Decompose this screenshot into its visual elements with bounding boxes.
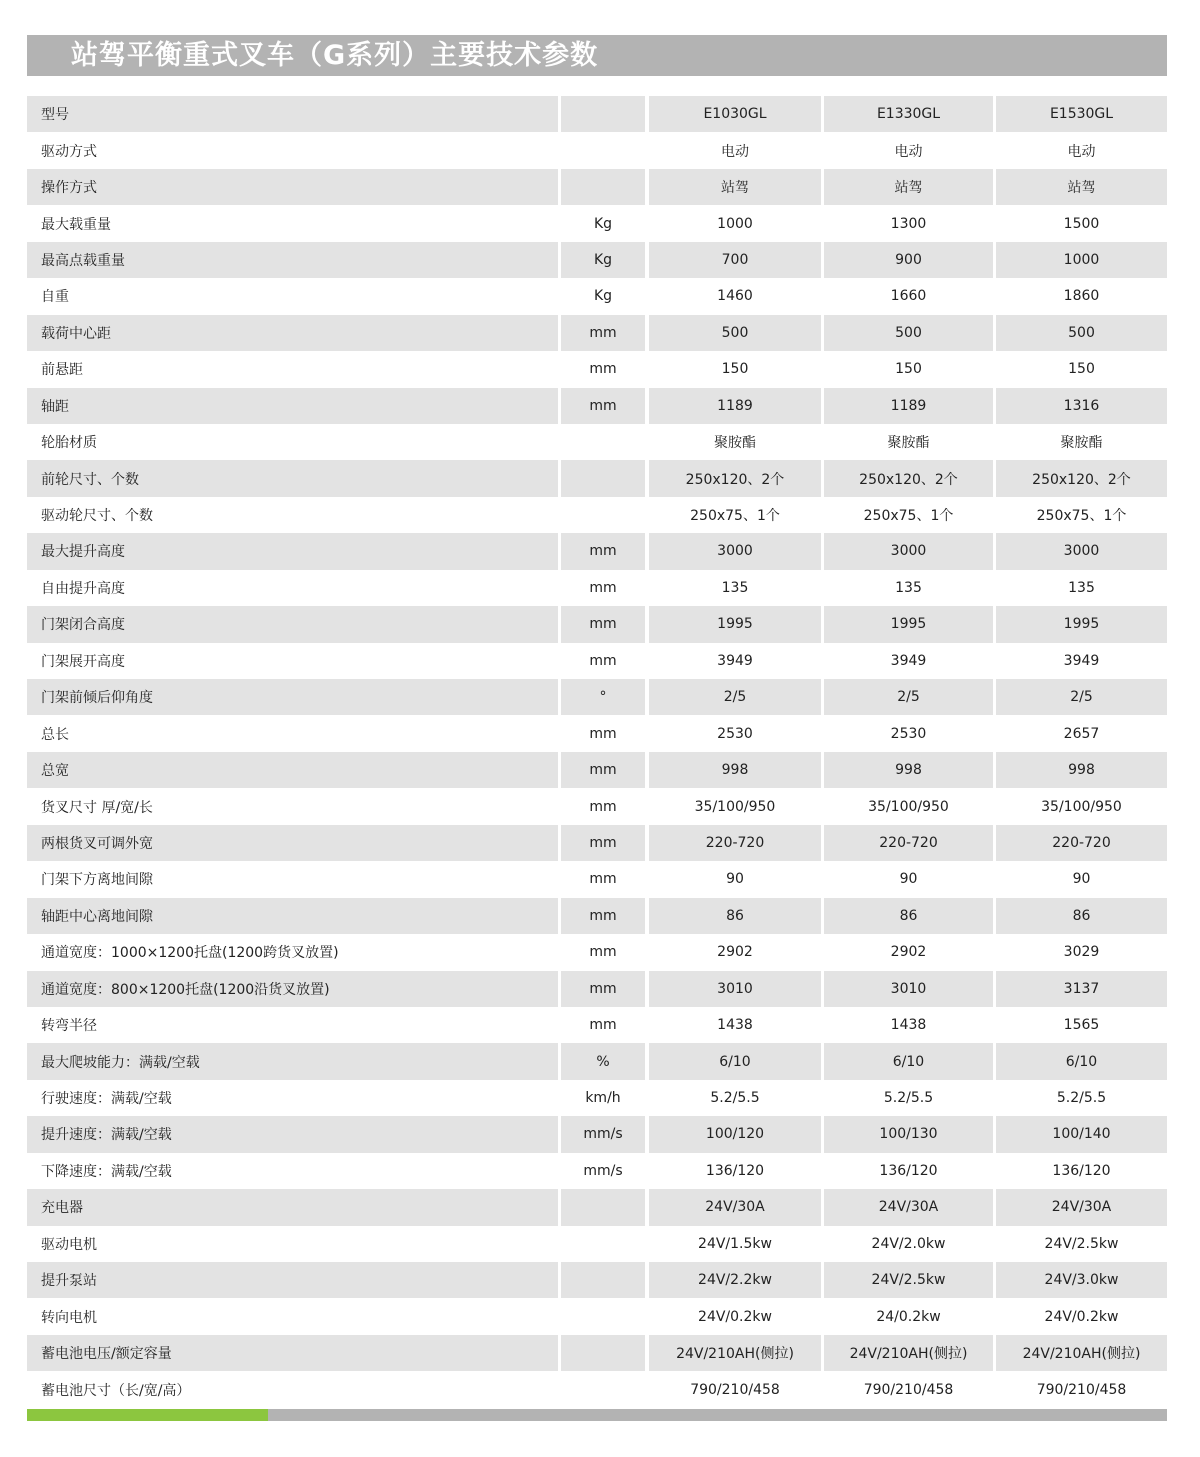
spec-value: 998	[824, 752, 993, 788]
spec-unit: mm	[561, 898, 645, 934]
spec-value: 1565	[1063, 1017, 1100, 1034]
spec-value: 24V/3.0kw	[996, 1262, 1167, 1298]
spec-unit: mm	[589, 871, 617, 888]
spec-value: 3000	[649, 533, 821, 569]
spec-value: 24V/30A	[996, 1189, 1167, 1225]
spec-unit	[561, 460, 645, 496]
table-row	[27, 1262, 1167, 1298]
spec-value: 100/130	[824, 1116, 993, 1152]
spec-value: 1000	[996, 242, 1167, 278]
spec-unit: mm	[589, 944, 617, 961]
spec-value: 250x120、2个	[996, 460, 1167, 496]
spec-value: 250x120、2个	[649, 460, 821, 496]
spec-value: 90	[726, 871, 744, 888]
spec-value: 250x120、2个	[824, 460, 993, 496]
spec-value: 1995	[996, 606, 1167, 642]
spec-unit: mm	[561, 606, 645, 642]
spec-unit	[561, 497, 645, 533]
spec-value: 135	[895, 579, 922, 596]
table-row	[27, 606, 1167, 642]
spec-unit	[561, 96, 645, 132]
spec-unit: %	[561, 1043, 645, 1079]
spec-value: 250x75、1个	[1036, 508, 1127, 525]
spec-value: 1000	[717, 215, 753, 232]
spec-value: 2902	[717, 944, 753, 961]
spec-unit: Kg	[593, 288, 613, 305]
spec-value: 150	[721, 361, 749, 378]
spec-unit: mm	[589, 725, 617, 742]
spec-value: 3949	[717, 652, 753, 669]
spec-unit	[561, 132, 645, 168]
spec-value: 电动	[721, 143, 749, 160]
spec-value: 3029	[1063, 944, 1100, 961]
table-row	[27, 1335, 1167, 1371]
table-row	[27, 643, 1167, 679]
table-row	[27, 96, 1167, 132]
spec-value: 135	[1068, 579, 1095, 596]
table-row	[27, 861, 1167, 897]
spec-value: 500	[996, 315, 1167, 351]
spec-label: 最大载重量	[41, 216, 111, 233]
spec-value: 3000	[824, 533, 993, 569]
bottom-bar	[27, 1409, 1167, 1421]
spec-value: 136/120	[705, 1162, 765, 1179]
spec-label: 前悬距	[41, 362, 83, 379]
spec-label: 蓄电池尺寸（长/宽/高）	[41, 1382, 191, 1399]
spec-value: 1995	[649, 606, 821, 642]
spec-value: 2657	[1063, 725, 1100, 742]
spec-value: 24V/2.0kw	[871, 1235, 946, 1252]
spec-unit: mm	[561, 315, 645, 351]
spec-value: 136/120	[1052, 1162, 1111, 1179]
table-row	[27, 1043, 1167, 1079]
spec-value: 电动	[1067, 143, 1096, 160]
spec-value: 790/210/458	[690, 1381, 780, 1398]
spec-label: 门架前倾后仰角度	[27, 679, 558, 715]
spec-value: 998	[649, 752, 821, 788]
table-row	[27, 752, 1167, 788]
spec-value: 150	[895, 361, 922, 378]
page-title: 站驾平衡重式叉车（G系列）主要技术参数	[71, 40, 599, 71]
spec-value: 700	[649, 242, 821, 278]
table-row	[27, 1153, 1167, 1189]
spec-label: 型号	[27, 96, 558, 132]
spec-value: 2902	[890, 944, 927, 961]
spec-value: 聚胺酯	[887, 435, 930, 452]
spec-unit: mm	[589, 361, 617, 378]
spec-value: 1438	[717, 1017, 753, 1034]
spec-unit	[561, 424, 645, 460]
spec-unit: Kg	[593, 215, 613, 232]
table-row	[27, 388, 1167, 424]
bottom-accent-bar	[27, 1409, 268, 1421]
table-row	[27, 169, 1167, 205]
spec-value: 3949	[1063, 652, 1100, 669]
spec-value: 3000	[996, 533, 1167, 569]
spec-value: 1438	[890, 1017, 927, 1034]
spec-unit: km/h	[585, 1090, 621, 1107]
spec-label: 最高点载重量	[27, 242, 558, 278]
spec-label: 总宽	[27, 752, 558, 788]
spec-value: E1330GL	[824, 96, 993, 132]
spec-value: 24V/2.5kw	[1044, 1235, 1119, 1252]
spec-value: 998	[996, 752, 1167, 788]
spec-unit: mm	[589, 652, 617, 669]
spec-label: 驱动方式	[41, 143, 97, 160]
spec-value: 1316	[996, 388, 1167, 424]
spec-value: 24V/30A	[649, 1189, 821, 1225]
spec-value: 790/210/458	[863, 1381, 954, 1398]
spec-value: 24V/210AH(侧拉)	[824, 1335, 993, 1371]
spec-unit: mm	[561, 825, 645, 861]
spec-value: 2/5	[824, 679, 993, 715]
spec-label: 前轮尺寸、个数	[27, 460, 558, 496]
table-row	[27, 497, 1167, 533]
spec-value: 24V/0.2kw	[698, 1308, 772, 1325]
spec-unit: mm	[589, 798, 617, 815]
spec-value: E1030GL	[649, 96, 821, 132]
spec-value: 250x75、1个	[690, 508, 780, 525]
spec-label: 充电器	[27, 1189, 558, 1225]
spec-value: 1189	[824, 388, 993, 424]
spec-unit: mm	[561, 752, 645, 788]
spec-value: 2/5	[649, 679, 821, 715]
table-row	[27, 1371, 1167, 1407]
spec-label: 总长	[41, 726, 69, 743]
spec-unit: mm	[589, 579, 617, 596]
spec-label: 驱动电机	[41, 1236, 97, 1253]
spec-value: 24V/30A	[824, 1189, 993, 1225]
spec-value: 5.2/5.5	[883, 1090, 934, 1107]
table-row	[27, 570, 1167, 606]
spec-value: 1300	[890, 215, 927, 232]
spec-unit: Kg	[561, 242, 645, 278]
spec-value: 24V/1.5kw	[698, 1235, 772, 1252]
table-row	[27, 679, 1167, 715]
spec-value: 86	[824, 898, 993, 934]
spec-label: 操作方式	[27, 169, 558, 205]
spec-value: 6/10	[996, 1043, 1167, 1079]
spec-unit: mm	[561, 388, 645, 424]
spec-label: 蓄电池电压/额定容量	[27, 1335, 558, 1371]
spec-value: 站驾	[996, 169, 1167, 205]
spec-unit	[561, 169, 645, 205]
spec-value: 1995	[824, 606, 993, 642]
spec-value: 220-720	[996, 825, 1167, 861]
spec-label: 门架闭合高度	[27, 606, 558, 642]
spec-value: 5.2/5.5	[710, 1090, 760, 1107]
table-row	[27, 242, 1167, 278]
spec-value: 2530	[717, 725, 753, 742]
spec-value: 100/140	[996, 1116, 1167, 1152]
spec-value: 90	[1072, 871, 1091, 888]
spec-value: 5.2/5.5	[1056, 1090, 1107, 1107]
spec-value: 35/100/950	[868, 798, 949, 815]
spec-value: 3949	[890, 652, 927, 669]
spec-label: 门架下方离地间隙	[41, 872, 153, 889]
spec-value: 1460	[717, 288, 753, 305]
spec-value: 100/120	[649, 1116, 821, 1152]
spec-value: 站驾	[824, 169, 993, 205]
spec-unit: mm/s	[583, 1162, 623, 1179]
spec-value: 24V/2.2kw	[649, 1262, 821, 1298]
spec-value: 900	[824, 242, 993, 278]
spec-unit: mm	[561, 971, 645, 1007]
table-row	[27, 132, 1167, 168]
spec-unit: mm/s	[561, 1116, 645, 1152]
spec-value: 220-720	[649, 825, 821, 861]
spec-value: E1530GL	[996, 96, 1167, 132]
spec-unit: mm	[589, 1017, 617, 1034]
title-bar	[27, 35, 1167, 76]
spec-value: 1500	[1063, 215, 1100, 232]
table-row	[27, 424, 1167, 460]
spec-value: 86	[649, 898, 821, 934]
table-row	[27, 1189, 1167, 1225]
spec-value: 150	[1068, 361, 1095, 378]
spec-value: 790/210/458	[1036, 1381, 1127, 1398]
table-row	[27, 533, 1167, 569]
table-row	[27, 1080, 1167, 1116]
spec-unit	[561, 1335, 645, 1371]
spec-label: 通道宽度：1000×1200托盘(1200跨货叉放置)	[41, 945, 339, 962]
spec-value: 35/100/950	[1041, 798, 1122, 815]
spec-value: 2/5	[996, 679, 1167, 715]
spec-unit: mm	[561, 533, 645, 569]
table-row	[27, 315, 1167, 351]
spec-value: 500	[649, 315, 821, 351]
spec-value: 3010	[824, 971, 993, 1007]
spec-label: 自重	[41, 289, 69, 306]
spec-value: 2530	[890, 725, 927, 742]
spec-value: 24V/2.5kw	[824, 1262, 993, 1298]
table-row	[27, 205, 1167, 241]
table-row	[27, 460, 1167, 496]
spec-unit	[561, 1371, 645, 1407]
table-row	[27, 971, 1167, 1007]
spec-value: 1860	[1063, 288, 1100, 305]
spec-value: 1189	[649, 388, 821, 424]
spec-value: 3010	[649, 971, 821, 1007]
table-row	[27, 278, 1167, 314]
spec-value: 90	[899, 871, 918, 888]
spec-value: 聚胺酯	[714, 435, 756, 452]
spec-label: 自由提升高度	[41, 580, 125, 597]
spec-label: 货叉尺寸 厚/宽/长	[41, 799, 153, 816]
spec-value: 500	[824, 315, 993, 351]
spec-label: 提升泵站	[27, 1262, 558, 1298]
spec-label: 轴距	[27, 388, 558, 424]
table-row	[27, 825, 1167, 861]
spec-label: 提升速度：满载/空载	[27, 1116, 558, 1152]
spec-unit	[561, 1298, 645, 1334]
table-row	[27, 715, 1167, 751]
table-row	[27, 788, 1167, 824]
spec-value: 1660	[890, 288, 927, 305]
table-row	[27, 351, 1167, 387]
spec-value: 136/120	[879, 1162, 938, 1179]
spec-label: 通道宽度：800×1200托盘(1200沿货叉放置)	[27, 971, 558, 1007]
table-row	[27, 1298, 1167, 1334]
spec-value: 135	[721, 579, 749, 596]
spec-value: 6/10	[649, 1043, 821, 1079]
spec-label: 最大爬坡能力：满载/空载	[27, 1043, 558, 1079]
spec-label: 轮胎材质	[41, 435, 97, 452]
spec-value: 24/0.2kw	[876, 1308, 941, 1325]
spec-value: 电动	[894, 143, 923, 160]
table-row	[27, 1007, 1167, 1043]
spec-unit: °	[561, 679, 645, 715]
table-row	[27, 898, 1167, 934]
spec-label: 轴距中心离地间隙	[27, 898, 558, 934]
spec-label: 行驶速度：满载/空载	[41, 1091, 172, 1108]
table-row	[27, 1226, 1167, 1262]
table-row	[27, 934, 1167, 970]
spec-value: 250x75、1个	[863, 508, 954, 525]
spec-value: 86	[996, 898, 1167, 934]
spec-unit	[561, 1189, 645, 1225]
spec-value: 35/100/950	[694, 798, 776, 815]
spec-value: 220-720	[824, 825, 993, 861]
spec-label: 转弯半径	[41, 1018, 97, 1035]
spec-value: 24V/210AH(侧拉)	[996, 1335, 1167, 1371]
spec-unit	[561, 1262, 645, 1298]
spec-label: 门架展开高度	[41, 653, 125, 670]
spec-label: 两根货叉可调外宽	[27, 825, 558, 861]
spec-value: 3137	[996, 971, 1167, 1007]
spec-unit	[561, 1226, 645, 1262]
spec-label: 最大提升高度	[27, 533, 558, 569]
spec-label: 驱动轮尺寸、个数	[41, 508, 153, 525]
spec-value: 聚胺酯	[1060, 435, 1103, 452]
table-row	[27, 1116, 1167, 1152]
spec-value: 6/10	[824, 1043, 993, 1079]
spec-label: 转向电机	[41, 1309, 97, 1326]
spec-value: 站驾	[649, 169, 821, 205]
spec-label: 下降速度：满载/空载	[41, 1163, 172, 1180]
spec-value: 24V/210AH(侧拉)	[649, 1335, 821, 1371]
spec-value: 24V/0.2kw	[1044, 1308, 1119, 1325]
spec-label: 载荷中心距	[27, 315, 558, 351]
spec-table	[27, 96, 1167, 1408]
